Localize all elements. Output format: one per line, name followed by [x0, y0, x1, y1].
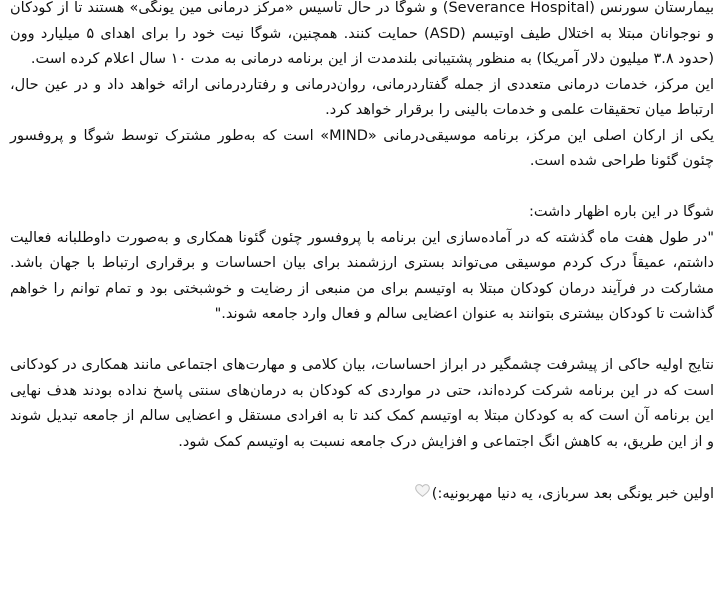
- paragraph-services: این مرکز، خدمات درمانی متعددی از جمله گفتاردرمانی، روان‌درمانی و رفتاردرمانی ارائه خواهد داد و در عین حال، ارتباط میان تحقیقات علمی و خدمات بالینی را برقرار خواهد کرد.: [10, 76, 714, 118]
- paragraph-foundation: بیمارستان سورنس (Severance Hospital) و شوگا در حال تأسیس «مرکز درمانی مین یونگی» هستند تا از کودکان و نوجوانان مبتلا به اختلال طیف اوتیسم (ASD) حمایت کنند. همچنین، شوگا نیت خود را برای اهدای ۵ میلیارد وون (حدود ۳.۸ میلیون دلار آمریکا) به منظور پشتیبانی بلندمدت از این برنامه درمانی به مدت ۱۰ سال اعلام کرده است.: [10, 0, 714, 67]
- paragraph-mind-program: یکی از ارکان اصلی این مرکز، برنامه موسیقی‌درمانی «MIND» است که به‌طور مشترک توسط شوگا و پروفسور چئون گئونا طراحی شده است.: [10, 127, 714, 169]
- suga-quote: "در طول هفت ماه گذشته که در آماده‌سازی این برنامه با پروفسور چئون گئونا همکاری و به‌صورت داوطلبانه فعالیت داشتم، عمیقاً درک کردم موسیقی می‌تواند بستری ارزشمند برای بیان احساسات و برقراری ارتباط با جهان باشد. مشارکت در فرآیند درمان کودکان مبتلا به اوتیسم برای من منبعی از رضایت و خوشبختی بود و تمام توانم را خواهم گذاشت تا کودکان بیشتری بتوانند به عنوان اعضایی سالم و فعال وارد جامعه شوند.": [10, 229, 714, 322]
- quote-intro: شوگا در این باره اظهار داشت:: [528, 204, 714, 220]
- white-heart-icon: [415, 481, 430, 507]
- closing-line: [10, 481, 714, 507]
- spacer: [10, 328, 714, 354]
- spacer: [10, 455, 714, 481]
- spacer: [10, 175, 714, 201]
- closing-text: اولین خبر یونگی بعد سربازی، یه دنیا مهربونیه:): [431, 485, 714, 502]
- paragraph-results: نتایج اولیه حاکی از پیشرفت چشمگیر در ابراز احساسات، بیان کلامی و مهارت‌های اجتماعی مانند همکاری در کودکانی است که در این برنامه شرکت کرده‌اند، حتی در مواردی که کودکان به درمان‌های سنتی پاسخ نداده بودند هدف نهایی این برنامه آن است که به کودکان مبتلا به اوتیسم کمک کند تا به افرادی مستقل و اعضایی سالم از جامعه تبدیل شوند و از این طریق، به کاهش انگ اجتماعی و افزایش درک جامعه نسبت به اوتیسم کمک شود.: [10, 357, 714, 450]
